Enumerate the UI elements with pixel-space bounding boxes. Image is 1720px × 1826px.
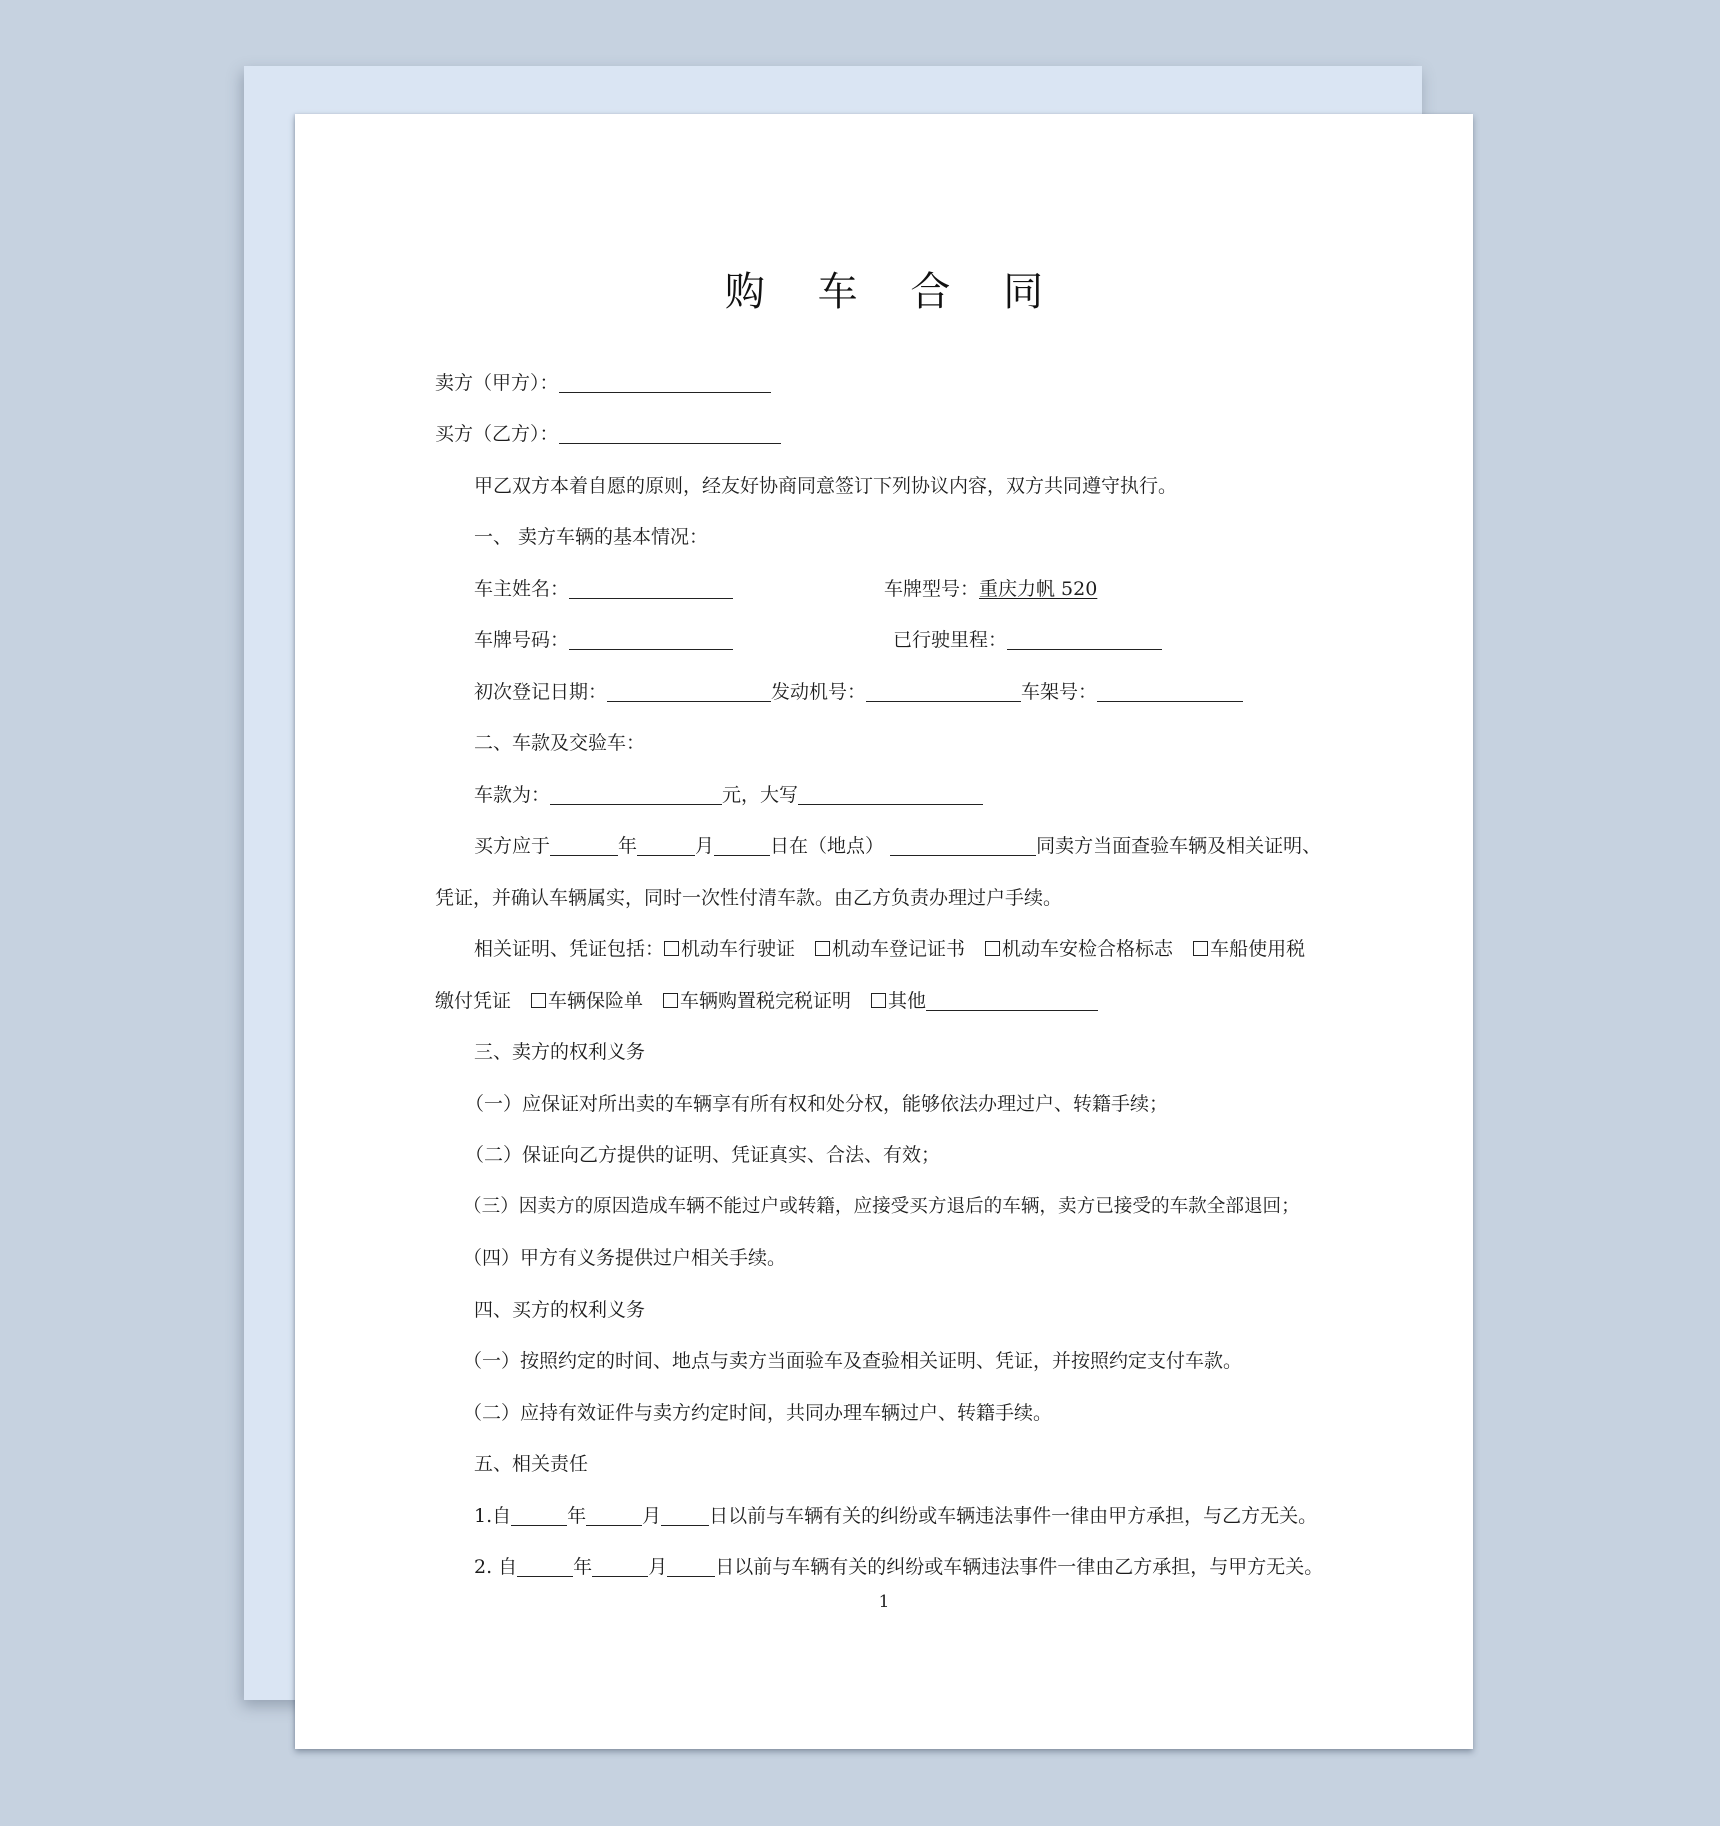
owner-name-row xyxy=(474,577,733,601)
year-label: 年 xyxy=(618,835,638,857)
doc-other: 其他 xyxy=(888,990,927,1012)
item2-month-blank[interactable] xyxy=(592,1556,648,1577)
inspect-place-blank[interactable] xyxy=(890,835,1036,856)
buyer-blank[interactable] xyxy=(559,423,781,444)
year-label: 年 xyxy=(567,1505,587,1527)
frame-no-blank[interactable] xyxy=(1097,681,1243,702)
owner-name-blank[interactable] xyxy=(569,578,733,599)
inspection-row-2: 凭证，并确认车辆属实，同时一次性付清车款。由乙方负责办理过户手续。 xyxy=(435,887,1063,909)
engine-no-label: 发动机号： xyxy=(771,681,867,703)
mileage-row xyxy=(893,628,1162,652)
inspect-suffix: 同卖方当面查验车辆及相关证明、 xyxy=(1036,835,1322,857)
price-blank[interactable] xyxy=(550,784,722,805)
item2-year-blank[interactable] xyxy=(517,1556,573,1577)
item1-prefix: 1.自 xyxy=(474,1505,512,1527)
section4-heading: 四、买方的权利义务 xyxy=(474,1299,646,1321)
frame-no-label: 车架号： xyxy=(1021,681,1098,703)
seller-duty-1: （一）应保证对所出卖的车辆享有所有权和处分权，能够依法办理过户、转籍手续； xyxy=(465,1093,1169,1115)
seller-blank[interactable] xyxy=(559,372,771,393)
buyer-label: 买方（乙方）： xyxy=(435,423,559,445)
item2-suffix: 日以前与车辆有关的纠纷或车辆违法事件一律由乙方承担，与甲方无关。 xyxy=(715,1556,1324,1578)
inspect-month-blank[interactable] xyxy=(637,835,695,856)
month-label: 月 xyxy=(695,835,715,857)
inspect-prefix: 买方应于 xyxy=(474,835,551,857)
month-label: 月 xyxy=(642,1505,662,1527)
other-blank[interactable] xyxy=(926,990,1098,1011)
month-label: 月 xyxy=(648,1556,668,1578)
intro-paragraph: 甲乙双方本着自愿的原则，经友好协商同意签订下列协议内容，双方共同遵守执行。 xyxy=(474,475,1178,497)
plate-model-value: 重庆力帆 520 xyxy=(979,578,1098,600)
doc-purchase-tax: 车辆购置税完税证明 xyxy=(680,990,852,1012)
item1-year-blank[interactable] xyxy=(511,1505,567,1526)
owner-name-label: 车主姓名： xyxy=(474,578,570,600)
inspect-day-blank[interactable] xyxy=(714,835,770,856)
section2-heading: 二、车款及交验车： xyxy=(474,732,646,754)
documents-row xyxy=(474,937,1305,961)
checkbox-purchase-tax[interactable] xyxy=(663,993,678,1008)
engine-no-blank[interactable] xyxy=(866,681,1021,702)
price-row xyxy=(474,783,983,807)
first-reg-blank[interactable] xyxy=(607,681,771,702)
seller-duty-4: （四）甲方有义务提供过户相关手续。 xyxy=(463,1247,787,1269)
buyer-line xyxy=(435,422,781,446)
contract-page xyxy=(295,114,1473,1749)
item1-day-blank[interactable] xyxy=(661,1505,709,1526)
seller-duty-2: （二）保证向乙方提供的证明、凭证真实、合法、有效； xyxy=(465,1144,941,1166)
checkbox-registration-cert[interactable] xyxy=(815,941,830,956)
plate-number-row xyxy=(474,628,733,652)
liability-item-2 xyxy=(474,1555,1323,1579)
buyer-duty-2: （二）应持有效证件与卖方约定时间，共同办理车辆过户、转籍手续。 xyxy=(463,1402,1053,1424)
inspect-year-blank[interactable] xyxy=(550,835,618,856)
registration-row xyxy=(474,680,1243,704)
plate-model-label: 车牌型号： xyxy=(884,578,980,600)
docs-line2-prefix: 缴付凭证 xyxy=(435,990,512,1012)
plate-number-blank[interactable] xyxy=(569,629,733,650)
page-number: 1 xyxy=(878,1592,890,1612)
price-label: 车款为： xyxy=(474,784,551,806)
day-place-label: 日在（地点） xyxy=(770,835,885,857)
plate-number-label: 车牌号码： xyxy=(474,629,570,651)
seller-line xyxy=(435,371,771,395)
first-reg-label: 初次登记日期： xyxy=(474,681,608,703)
checkbox-safety-inspection[interactable] xyxy=(985,941,1000,956)
doc-safety-inspection: 机动车安检合格标志 xyxy=(1002,938,1174,960)
checkbox-driving-license[interactable] xyxy=(664,941,679,956)
document-title: 购 车 合 同 xyxy=(724,269,1064,315)
section5-heading: 五、相关责任 xyxy=(474,1453,589,1475)
doc-insurance: 车辆保险单 xyxy=(548,990,644,1012)
checkbox-other[interactable] xyxy=(871,993,886,1008)
doc-driving-license: 机动车行驶证 xyxy=(681,938,796,960)
checkbox-vehicle-tax[interactable] xyxy=(1193,941,1208,956)
inspection-row xyxy=(474,834,1321,858)
item2-day-blank[interactable] xyxy=(667,1556,715,1577)
mileage-label: 已行驶里程： xyxy=(893,629,1008,651)
price-words-blank[interactable] xyxy=(798,784,983,805)
seller-label: 卖方（甲方）： xyxy=(435,372,559,394)
item1-suffix: 日以前与车辆有关的纠纷或车辆违法事件一律由甲方承担，与乙方无关。 xyxy=(709,1505,1318,1527)
section3-heading: 三、卖方的权利义务 xyxy=(474,1041,646,1063)
price-unit: 元，大写 xyxy=(722,784,799,806)
doc-vehicle-tax: 车船使用税 xyxy=(1210,938,1306,960)
item1-month-blank[interactable] xyxy=(586,1505,642,1526)
mileage-blank[interactable] xyxy=(1007,629,1162,650)
year-label: 年 xyxy=(573,1556,593,1578)
plate-model-row xyxy=(884,577,1097,601)
doc-registration-cert: 机动车登记证书 xyxy=(832,938,966,960)
liability-item-1 xyxy=(474,1504,1317,1528)
item2-prefix: 2. 自 xyxy=(474,1556,518,1578)
docs-label: 相关证明、凭证包括： xyxy=(474,938,665,960)
buyer-duty-1: （一）按照约定的时间、地点与卖方当面验车及查验相关证明、凭证，并按照约定支付车款。 xyxy=(463,1350,1243,1372)
seller-duty-3: （三）因卖方的原因造成车辆不能过户或转籍，应接受买方退后的车辆，卖方已接受的车款全部退回； xyxy=(463,1196,1300,1217)
section1-heading: 一、 卖方车辆的基本情况： xyxy=(474,526,709,548)
documents-row-2 xyxy=(435,989,1098,1013)
checkbox-insurance[interactable] xyxy=(531,993,546,1008)
